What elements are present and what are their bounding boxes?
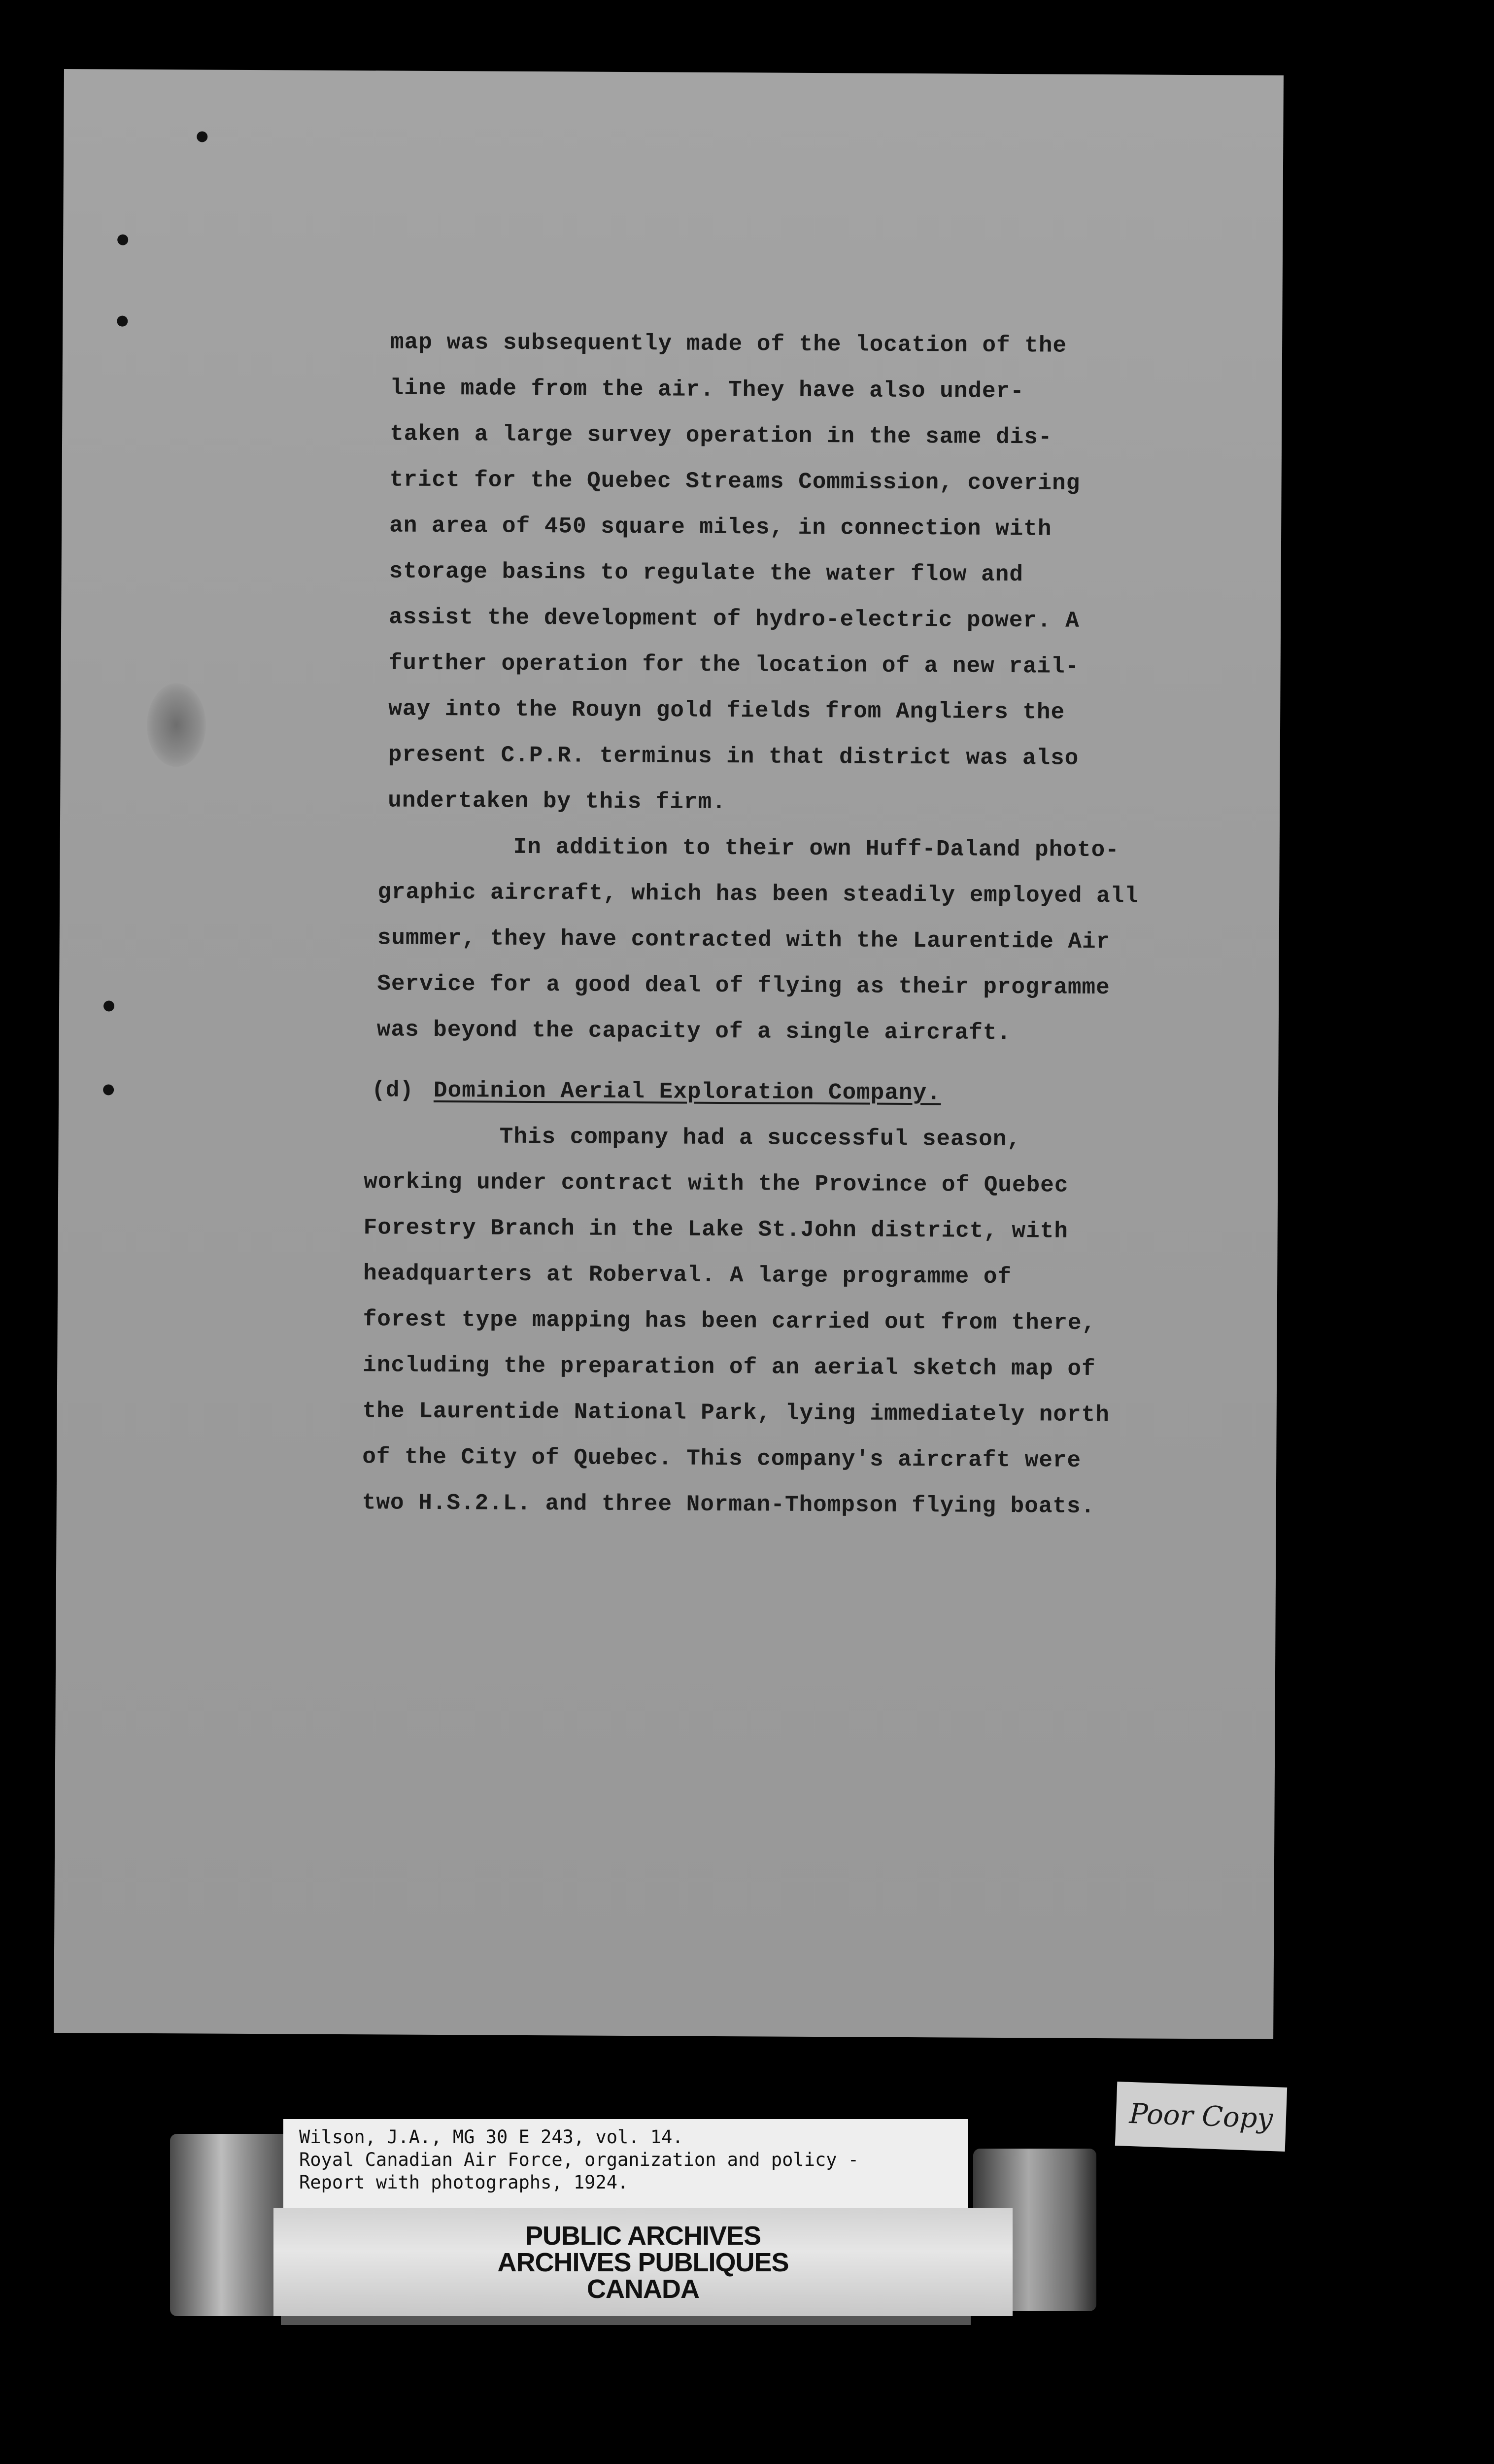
text-line: Service for a good deal of flying as their programme: [377, 971, 1110, 1001]
section-label: (d): [372, 1077, 414, 1103]
text-line: including the preparation of an aerial sketch map of: [363, 1352, 1096, 1382]
text-line: the Laurentide National Park, lying immediately north: [362, 1398, 1110, 1428]
text-line: was beyond the capacity of a single aircraft.: [376, 1017, 1012, 1046]
text-line: trict for the Quebec Streams Commission, covering: [389, 467, 1081, 496]
text-line: present C.P.R. terminus in that district was also: [388, 742, 1079, 771]
citation-label: [283, 2119, 968, 2220]
text-line: further operation for the location of a new rail-: [388, 650, 1080, 680]
punch-hole: [103, 1000, 114, 1011]
text-line: graphic aircraft, which has been steadily employed all: [377, 879, 1139, 909]
poor-copy-note: Poor Copy: [1115, 2082, 1287, 2152]
text-line: storage basins to regulate the water flow and: [389, 558, 1023, 588]
text-line: working under contract with the Province of Quebec: [364, 1169, 1069, 1198]
text-line: of the City of Quebec. This company's aircraft were: [362, 1444, 1082, 1473]
text-line: undertaken by this firm.: [388, 787, 726, 816]
punch-hole: [117, 316, 128, 327]
text-line: line made from the air. They have also under-: [390, 375, 1024, 405]
stamp-line: CANADA: [587, 2274, 699, 2304]
section-heading: [372, 1067, 1273, 1118]
archives-stamp: [273, 2208, 1013, 2316]
text-line: In addition to their own Huff-Daland photo-: [513, 834, 1120, 863]
punch-hole: [117, 235, 128, 245]
stamp-line: ARCHIVES PUBLIQUES: [497, 2248, 789, 2277]
citation-line: Royal Canadian Air Force, organization and policy -: [299, 2149, 859, 2170]
typed-text: [362, 319, 1278, 1530]
stamp-line: PUBLIC ARCHIVES: [525, 2221, 761, 2251]
stamp-shadow: [281, 2316, 971, 2325]
text-line: Forestry Branch in the Lake St.John district, with: [363, 1215, 1069, 1244]
text-line: way into the Rouyn gold fields from Angliers the: [388, 696, 1065, 725]
text-line: This company had a successful season,: [499, 1124, 1021, 1153]
text-line: map was subsequently made of the location of the: [390, 329, 1067, 359]
punch-hole: [197, 131, 207, 142]
paragraph-3: [362, 1113, 1273, 1531]
citation-line: Report with photographs, 1924.: [299, 2172, 629, 2193]
citation-line: Wilson, J.A., MG 30 E 243, vol. 14.: [299, 2126, 683, 2148]
text-line: headquarters at Roberval. A large programme of: [363, 1261, 1012, 1290]
text-line: forest type mapping has been carried out from there,: [363, 1306, 1096, 1336]
paragraph-2: [377, 823, 1275, 1058]
paragraph-1: [388, 319, 1277, 828]
ink-smudge: [147, 683, 206, 767]
text-line: an area of 450 square miles, in connection with: [389, 513, 1052, 542]
section-title: Dominion Aerial Exploration Company.: [433, 1077, 941, 1106]
punch-hole: [103, 1084, 114, 1095]
text-line: two H.S.2.L. and three Norman-Thompson flying boats.: [362, 1490, 1095, 1519]
text-line: summer, they have contracted with the Laurentide Air: [377, 925, 1111, 955]
text-line: assist the development of hydro-electric power. A: [389, 604, 1080, 634]
typed-page: [54, 69, 1284, 2039]
text-line: taken a large survey operation in the same dis-: [389, 421, 1053, 450]
